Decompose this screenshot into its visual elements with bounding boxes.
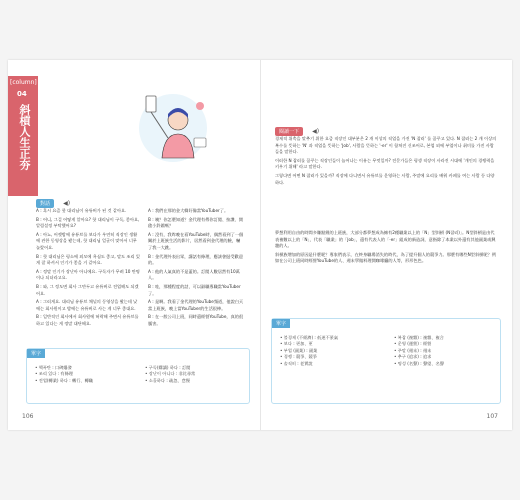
left-page [8, 60, 260, 430]
vocabulary-item: • 복잡 (複雜) : 複雜、複合 [394, 335, 444, 340]
vocabulary-list [35, 365, 93, 384]
dialogue-line: A : 그러게요. 대리님 유튜브 채널의 동영상을 봤는데 낮에는 회사원이고 밤에는 유튜버로 사는 게 너무 좋대요. [36, 299, 138, 311]
vocabulary-item: • 장난이 아니다 : 非比尋常 [145, 371, 196, 377]
dialogue-line: B : 金代理外表出眾，講話有條理，應該會挺受歡迎的。 [148, 253, 243, 266]
vocabulary-list [280, 335, 338, 367]
article-paragraph: 斜槓族增加的原因是什麼呢？專家們表示，在終身職場消失的時代，為了提升個人的競爭力。那麼有哪些N型斜槓呢？例如在公司上班同時經營YouTube的人、週末學做料理開咖啡廳的人等，形形色色。 [275, 251, 496, 264]
vocabulary-box [271, 318, 501, 404]
column-number: 04 [17, 90, 27, 98]
dialogue-korean [36, 208, 140, 330]
page-number: 106 [22, 413, 34, 420]
dialogue-badge: 對話 [36, 199, 54, 208]
dialogue-chinese [148, 208, 244, 330]
dialogue-header [36, 190, 70, 209]
column-label: [column] [10, 79, 37, 86]
dialogue-line: B : 在一般公司上班，同時還經營YouTube，真的很厲害。 [148, 314, 244, 326]
article-chinese [275, 230, 497, 267]
column-tab [8, 76, 38, 196]
vocabulary-item: • 불경제 (不經濟) : 低迷不景氣 [280, 335, 339, 340]
article-korean [275, 136, 497, 188]
vocabulary-item: • 주말 (週末) : 週末 [394, 347, 432, 353]
dialogue-line: B : 哇，那種程度的話，可以辭職專職當YouTuber了。 [148, 283, 241, 296]
vocabulary-item: • 구독(購讀) 하다 : 訂閱 [145, 365, 191, 370]
vocabulary-item: • 전업(轉業) 하다 : 轉行、轉職 [35, 377, 93, 383]
right-page [261, 60, 512, 430]
dialogue-line: B : 와, 그 정도면 회사 그만두고 유튜버로 전업해도 되겠어요. [36, 283, 139, 296]
article-paragraph: 그렇다면 어떤 N 잡러가 있을까? 직장에 다니면서 유튜브를 운영하는 사람, 주말에 요리를 배워 카페를 여는 사람 등 다양하다. [275, 172, 495, 185]
book-spread [8, 60, 512, 430]
speaker-icon[interactable]: ◀) [63, 200, 71, 207]
vocabulary-item: • 솔직히 : 老實說 [280, 360, 313, 366]
dialogue-line: A : 아뇨, 어젯밤에 유튜브를 보다가 우연히 직장인 생활에 관한 동영상을 봤는데, 핫 대리님 얼굴이 맞아서 너무 놀랐어요. [36, 231, 138, 250]
article-paragraph: 이러한 N 잡러를 꿈꾸는 직장인들이 늘어나는 이유는 무엇일까? 전문가들은 평생 직장이 사라진 시대에 '개인의 경쟁력을 키우기 위해' 라고 말한다. [275, 157, 495, 170]
dialogue-line: A : 我們在那的金大韓好像當YouTuber了。 [148, 208, 229, 213]
vocabulary-badge: 單字 [272, 319, 290, 328]
vocabulary-item: • 운영 (運營) : 經營 [394, 341, 432, 347]
dialogue-line: B : 어니, 그걸 어떻게 알아요? 핫 대리님이 구독, 좋아요, 알림설정 부탁했어요? [36, 216, 140, 229]
vocabulary-item: • 추구 (追求) : 追求 [394, 354, 432, 360]
dialogue-line: A : 他的人氣真的不是蓋的。訂閱人數居然有10萬人。 [148, 268, 240, 281]
vocabulary-item: • 명성 (名聲) : 聲望、名聲 [394, 360, 444, 366]
vocabulary-item: • 보다 : 更加、更 [280, 341, 313, 347]
vocabulary-box [26, 348, 250, 404]
vocabulary-item: • 조리 있다 : 有條理 [35, 371, 73, 377]
vocabulary-list [394, 335, 444, 367]
column-title: 斜槓人生正夯 [18, 104, 31, 170]
vocabulary-item: • 소홀하다 : 疏忽、怠慢 [145, 377, 190, 383]
dialogue-line: B : 咦？你怎麼知道？金代理有傳你訂閱、按讚、開啟小鈴鐺嗎？ [148, 216, 243, 229]
article-header [275, 118, 319, 137]
article-paragraph: 夢想利用自由的時間多賺點錢的上班族，大部分都夢想成為擁有2種職業以上的「N」型斜槓 (N잡러)」。N型斜槓是由代表複數以上的「N」，代表「職業」的「Job」，還有代表人的「-er」組成的新造詞，意指除了本業以外還有其他副業或興趣的人。 [275, 230, 496, 249]
vocabulary-badge: 單字 [27, 349, 45, 358]
dialogue-line: A : 정말 인기가 장난아 아니에요. 구독자가 무려 10 만명이나 되더라고요. [36, 268, 140, 281]
page-number: 107 [486, 413, 498, 420]
vocabulary-item: • 경쟁 : 競爭、競爭 [280, 354, 317, 360]
dialogue-line: A : 是啊。我看了金代理的YouTube頻道，他說白天當上班族，晚上當YouTuber的生活很棒。 [148, 299, 244, 311]
dialogue-line: B : 핫 대리님은 평소에 외모에 욕심도 좋고, 말도 조리 있게 잘 하셔서 인기가 좋을 거 같아요. [36, 253, 140, 266]
article-badge: 閱讀一下 [275, 127, 303, 136]
vocabulary-item: • 부업 (副業) : 副業 [280, 347, 318, 353]
speaker-icon[interactable]: ◀) [312, 128, 320, 135]
dialogue-line: B : 일반적인 회사에서 회사원에 허락해 주면서 유튜브를 하고 있다는 게 정말 대단해요. [36, 314, 139, 326]
vocabulary-item: • 핵폭탄 : 口碑爆發 [35, 365, 72, 370]
vocabulary-list [145, 365, 195, 384]
person-selfie-illustration [128, 88, 218, 168]
dialogue-line: A : 혹시 요즘 핫 대리님이 유튜버가 된 것 같아요. [36, 208, 127, 213]
article-paragraph: 경제적 위축을 맞추기 위한 요즘 직장인 대부분은 2 개 이상의 직업을 가진 'N 잡러' 를 꿈꾸고 있다. N 잡러는 2 개 이상의 복수를 뜻하는 'N' 과 직업을 뜻하는 'Job', 사람을 뜻하는 '-er' 이 합쳐진 신조어로, 본업 외에 부업이나 취미를 가진 사람들을 말한다. [275, 136, 497, 155]
dialogue-line: A : 沒有，我昨晚在看YouTube時，偶然看到了一個關於上班族生活的影片，居然看到金代理的臉，嚇了我一大跳。 [148, 231, 244, 250]
